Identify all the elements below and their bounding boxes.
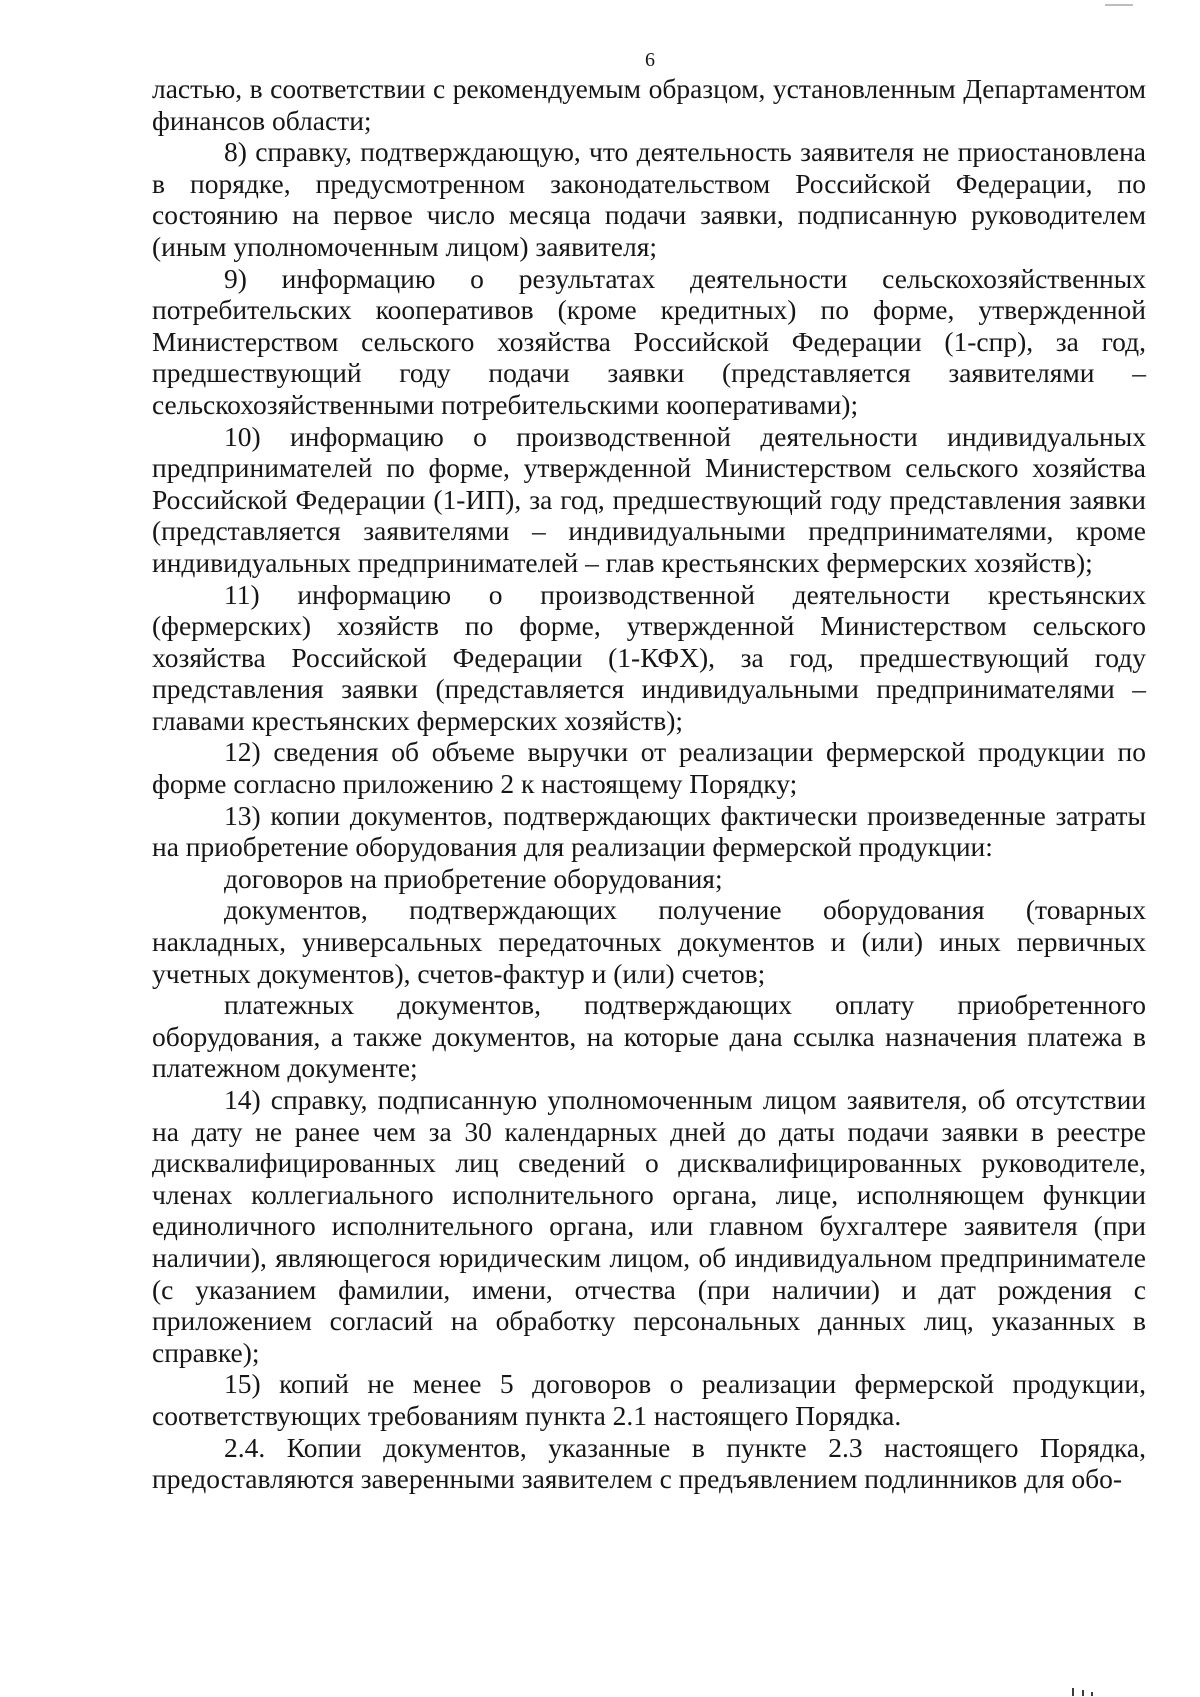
document-body bbox=[152, 73, 1146, 1495]
scan-mark-bottom-right-1 bbox=[1072, 1688, 1074, 1696]
paragraph-item-13-contracts: договоров на приобретение оборудования; bbox=[224, 862, 723, 894]
paragraph-continuation: ластью, в соответствии с рекомендуемым образцом, установленным Департаментом финансов области; bbox=[152, 73, 1146, 136]
paragraph-clause-2-4: 2.4. Копии документов, указанные в пункте 2.3 настоящего Порядка, предоставляются заверенными заявителем с предъявлением подлинников для обо- bbox=[152, 1431, 1146, 1495]
paragraph-item-11: 11) информацию о производственной деятельности крестьянских (фермерских) хозяйств по форме, утвержденной Министерством сельского хозяйства Российской Федерации (1-КФХ), за год, предшествующий году представления заявки (представляется индивидуальными предпринимателями – главами крестьянских фермерских хозяйств); bbox=[152, 578, 1146, 736]
scan-mark-top-right bbox=[1105, 4, 1133, 6]
paragraph-item-13-payment-docs: платежных документов, подтверждающих оплату приобретенного оборудования, а также документов, на которые дана ссылка назначения платежа в платежном документе; bbox=[152, 989, 1146, 1084]
paragraph-item-12: 12) сведения об объеме выручки от реализации фермерской продукции по форме согласно приложению 2 к настоящему Порядку; bbox=[152, 736, 1146, 800]
paragraph-item-9: 9) информацию о результатах деятельности сельскохозяйственных потребительских кооперативов (кроме кредитных) по форме, утвержденной Министерством сельского хозяйства Российской Федерации (1-спр), за год, предшествующий году подачи заявки (представляется заявителями – сельскохозяйственными потребительскими кооперативами); bbox=[152, 262, 1146, 420]
paragraph-item-13-receipt-docs: документов, подтверждающих получение оборудования (товарных накладных, универсальных передаточных документов и (или) иных первичных учетных документов), счетов-фактур и (или) счетов; bbox=[152, 894, 1146, 989]
scan-mark-bottom-right-3 bbox=[1091, 1692, 1093, 1696]
paragraph-item-10: 10) информацию о производственной деятельности индивидуальных предпринимателей по форме, утвержденной Министерством сельского хозяйства Российской Федерации (1-ИП), за год, предшествующий году представления заявки (представляется заявителями – индивидуальными предпринимателями, кроме индивидуальных предпринимателей – глав крестьянских фермерских хозяйств); bbox=[152, 420, 1146, 578]
paragraph-item-8: 8) справку, подтверждающую, что деятельность заявителя не приостановлена в порядке, предусмотренном законодательством Российской Федерации, по состоянию на первое число месяца подачи заявки, подписанную руководителем (иным уполномоченным лицом) заявителя; bbox=[152, 136, 1146, 262]
scan-mark-bottom-right-2 bbox=[1082, 1690, 1084, 1696]
paragraph-item-14: 14) справку, подписанную уполномоченным лицом заявителя, об отсутствии на дату не ранее чем за 30 календарных дней до даты подачи заявки в реестре дисквалифицированных лиц сведений о дисквалифицированных руководителе, членах коллегиального исполнительного органа, лице, исполняющем функции единоличного исполнительного органа, или главном бухгалтере заявителя (при наличии), являющегося юридическим лицом, об индивидуальном предпринимателе (с указанием фамилии, имени, отчества (при наличии) и дат рождения с приложением согласий на обработку персональных данных лиц, указанных в справке); bbox=[152, 1084, 1146, 1368]
page-number: 6 bbox=[645, 49, 655, 71]
paragraph-item-13: 13) копии документов, подтверждающих фактически произведенные затраты на приобретение оборудования для реализации фермерской продукции: bbox=[152, 799, 1146, 863]
paragraph-item-15: 15) копий не менее 5 договоров о реализации фермерской продукции, соответствующих требованиям пункта 2.1 настоящего Порядка. bbox=[152, 1368, 1146, 1431]
